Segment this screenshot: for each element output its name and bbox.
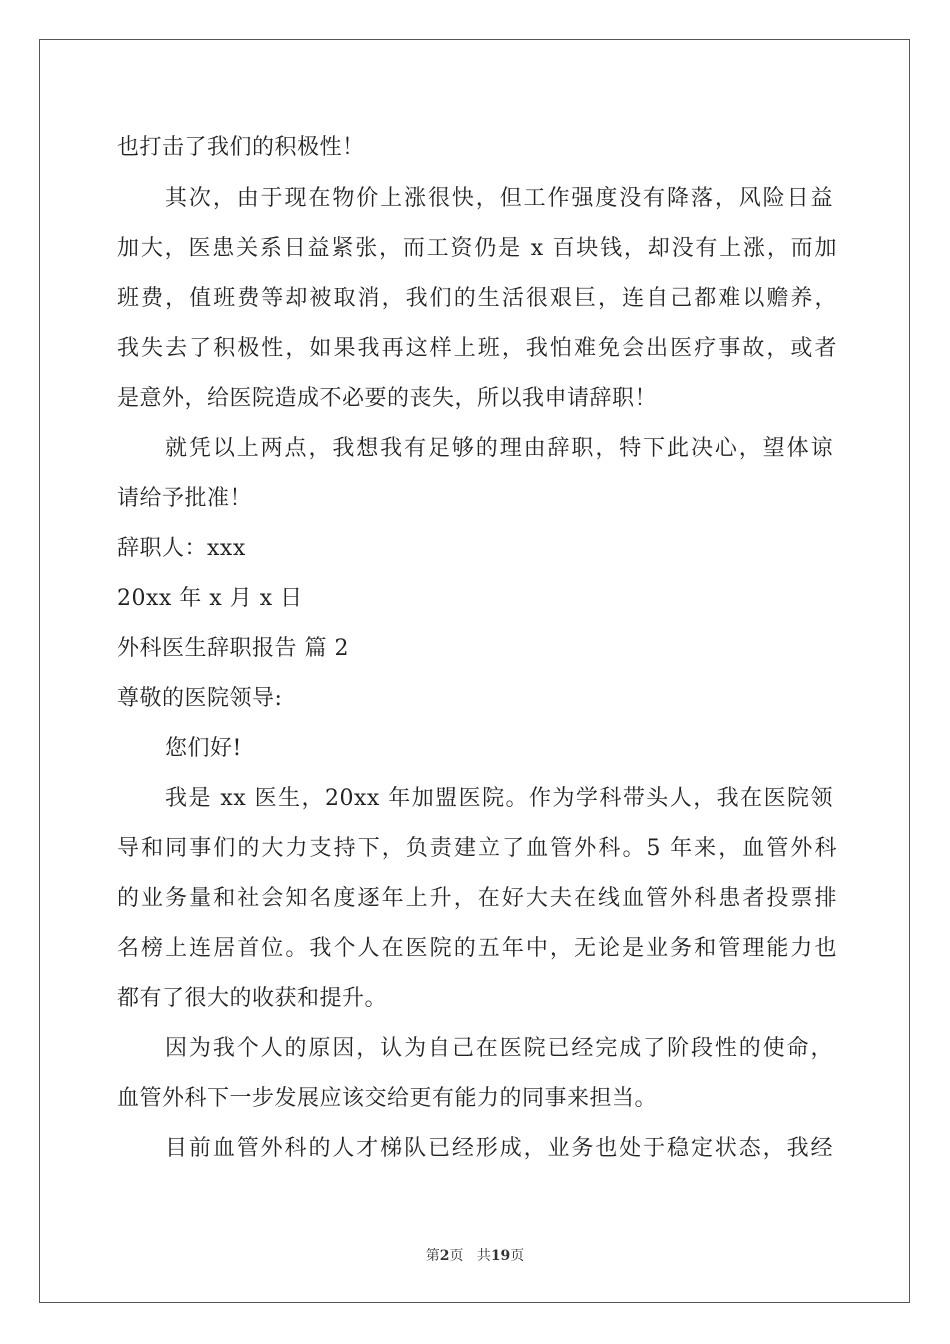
body-line: 的业务量和社会知名度逐年上升，在好大夫在线血管外科患者投票排 [117,886,837,911]
body-line: 也打击了我们的积极性！ [117,135,365,160]
body-line: 都有了很大的收获和提升。 [117,986,388,1011]
greeting: 您们好! [165,736,242,761]
total-prefix: 共 [476,1248,491,1264]
page-prefix: 第 [425,1248,440,1264]
date-line: 20xx 年 x 月 x 日 [117,586,303,611]
body-line: 加大，医患关系日益紧张，而工资仍是 x 百块钱，却没有上涨，而加 [117,236,837,261]
body-line: 导和同事们的大力支持下，负责建立了血管外科。5 年来，血管外科 [117,836,837,861]
page-number: 2 [439,1248,450,1264]
body-line: 因为我个人的原因，认为自己在医院已经完成了阶段性的使命， [165,1036,833,1061]
body-line: 是意外，给医院造成不必要的丧失，所以我申请辞职！ [117,386,658,411]
body-line: 我是 xx 医生，20xx 年加盟医院。作为学科带头人，我在医院领 [165,786,833,811]
body-line: 目前血管外科的人才梯队已经形成，业务也处于稳定状态，我经 [165,1136,833,1161]
body-line: 其次，由于现在物价上涨很快，但工作强度没有降落，风险日益 [165,186,833,211]
body-line: 血管外科下一步发展应该交给更有能力的同事来担当。 [117,1086,658,1111]
total-suffix: 页 [510,1248,525,1264]
section-heading: 外科医生辞职报告 篇 2 [117,636,349,661]
body-line: 班费，值班费等却被取消，我们的生活很艰巨，连自己都难以赡养， [117,286,837,311]
page-suffix: 页 [449,1248,464,1264]
total-pages: 19 [490,1248,511,1264]
salutation: 尊敬的医院领导: [117,686,283,711]
page-footer [0,1246,950,1266]
body-line: 请给予批准！ [117,486,253,511]
body-line: 就凭以上两点，我想我有足够的理由辞职，特下此决心，望体谅 [165,436,833,461]
signature-line: 辞职人：xxx [117,536,246,561]
body-line: 我失去了积极性，如果我再这样上班，我怕难免会出医疗事故，或者 [117,336,837,361]
body-line: 名榜上连居首位。我个人在医院的五年中，无论是业务和管理能力也 [117,936,837,961]
